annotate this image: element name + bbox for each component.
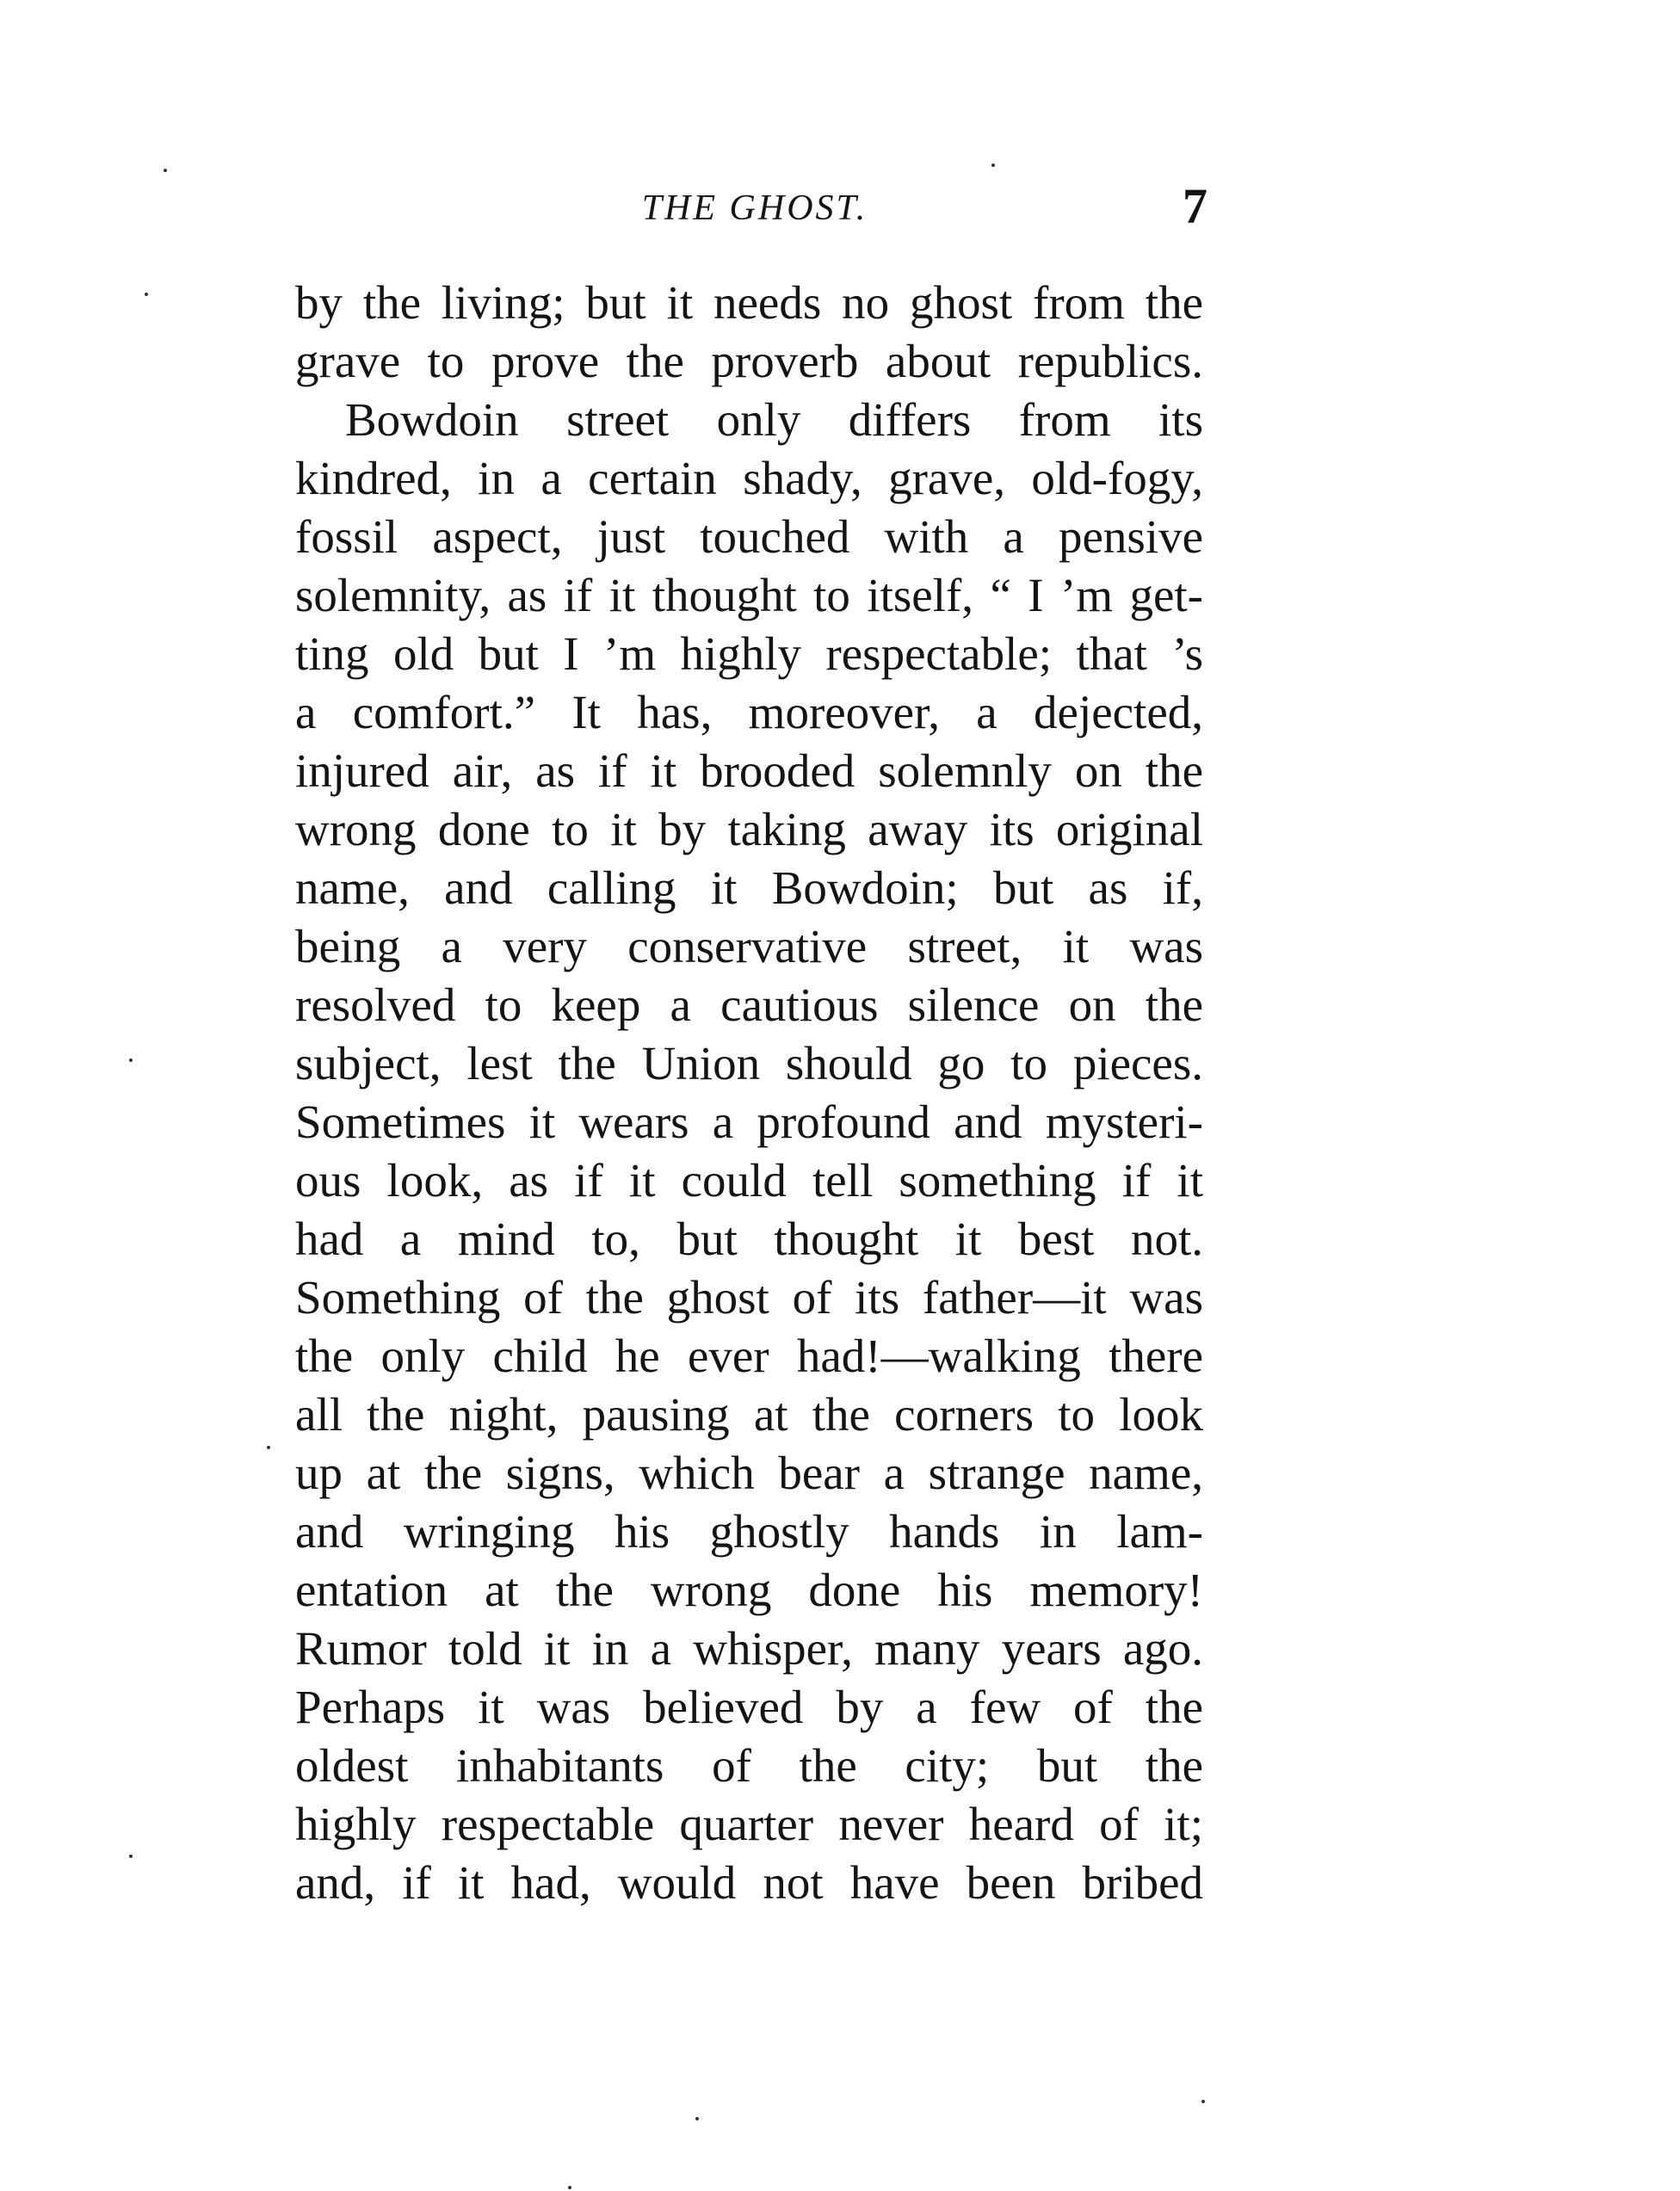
page-number: 7 <box>1183 178 1208 234</box>
running-title: THE GHOST. <box>641 188 868 228</box>
text-line: entation at the wrong done his memory! <box>295 1564 1203 1616</box>
text-line: fossil aspect, just touched with a pensive <box>295 510 1203 563</box>
text-line: ous look, as if it could tell something if it <box>295 1154 1203 1207</box>
text-line: had a mind to, but thought it best not. <box>295 1213 1203 1265</box>
text-line: kindred, in a certain shady, grave, old-fogy, <box>295 452 1203 504</box>
text-line: solemnity, as if it thought to itself, “ I ’m get- <box>295 569 1203 621</box>
text-line: Sometimes it wears a profound and mysteri- <box>295 1096 1203 1148</box>
scan-speck <box>991 164 995 167</box>
text-line: name, and calling it Bowdoin; but as if, <box>295 861 1203 914</box>
text-line: up at the signs, which bear a strange name, <box>295 1447 1203 1499</box>
scan-speck <box>129 1058 133 1062</box>
text-line: highly respectable quarter never heard of it; <box>295 1798 1203 1850</box>
text-line: oldest inhabitants of the city; but the <box>295 1739 1203 1792</box>
text-line: resolved to keep a cautious silence on the <box>295 978 1203 1031</box>
text-line: wrong done to it by taking away its original <box>295 803 1203 855</box>
text-line: Something of the ghost of its father—it was <box>295 1271 1203 1324</box>
running-head <box>295 178 1214 243</box>
text-line: and, if it had, would not have been bribed <box>295 1856 1203 1909</box>
body-text <box>295 274 1203 1912</box>
text-line: grave to prove the proverb about republics. <box>295 335 1203 387</box>
text-line: subject, lest the Union should go to pieces. <box>295 1037 1203 1089</box>
text-line: by the living; but it needs no ghost from the <box>295 276 1203 329</box>
text-line: Bowdoin street only differs from its <box>345 393 1203 446</box>
scan-speck <box>129 1855 133 1858</box>
text-line: Perhaps it was believed by a few of the <box>295 1681 1203 1733</box>
text-line: a comfort.” It has, moreover, a dejected, <box>295 686 1203 738</box>
scan-speck <box>145 293 148 296</box>
text-line: injured air, as if it brooded solemnly on the <box>295 744 1203 797</box>
scan-speck <box>164 169 167 172</box>
text-line: all the night, pausing at the corners to look <box>295 1388 1203 1441</box>
text-line: ting old but I ’m highly respectable; that ’s <box>295 627 1203 680</box>
scan-speck <box>267 1446 270 1449</box>
text-line: and wringing his ghostly hands in lam- <box>295 1505 1203 1558</box>
text-line: Rumor told it in a whisper, many years ago. <box>295 1622 1203 1675</box>
text-line: being a very conservative street, it was <box>295 920 1203 972</box>
scan-speck <box>568 2186 571 2189</box>
text-line: the only child he ever had!—walking there <box>295 1330 1203 1382</box>
scan-speck <box>1201 2100 1205 2103</box>
scan-speck <box>695 2117 699 2120</box>
